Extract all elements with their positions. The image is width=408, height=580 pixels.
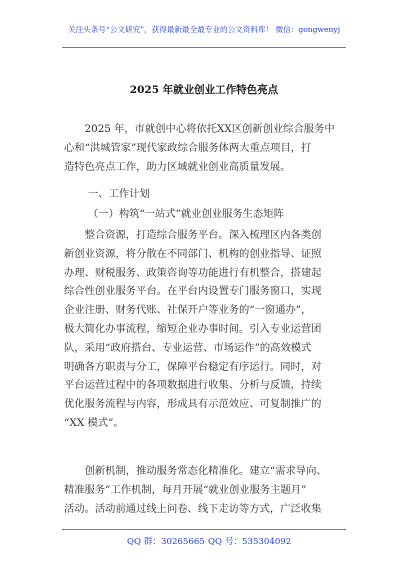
body-line: 优化服务流程与内容，形成具有示范效应、可复制推广的 <box>64 398 322 411</box>
intro-paragraph <box>64 120 346 176</box>
section-heading: 一、工作计划 <box>88 188 150 200</box>
body-line: 综合性创业服务平台。在平台内设置专门服务窗口，实现 <box>64 285 322 298</box>
body-paragraph <box>64 226 346 433</box>
body-line: 创新机制，推动服务常态化精准化。建立“需求导向、 <box>84 465 327 477</box>
body-line: “XX 模式”。 <box>64 416 124 429</box>
header-note: 关注头条号“公文研究”，获得最新最全最专业的公文资料库！ 微信：gongwenyj <box>67 25 341 34</box>
body-paragraph-2 <box>64 462 346 518</box>
body-line: 极大简化办事流程，缩短企业办事时间。引入专业运营团 <box>64 322 322 335</box>
body-line: 明确各方职责与分工，保障平台稳定有序运行。同时，对 <box>64 360 322 373</box>
subsection-heading: （一）构筑“一站式”就业创业服务生态矩阵 <box>88 208 284 220</box>
footer-qq-number: QQ 号：535304092 <box>208 537 292 547</box>
intro-line: 2025 年，市就创中心将依托XX区创新创业综合服务中 <box>84 123 335 135</box>
footer-qq-group: QQ 群：30265665 <box>127 537 205 547</box>
footer-divider <box>62 529 346 530</box>
page-title: 2025 年就业创业工作特色亮点 <box>129 84 279 96</box>
body-line: 新创业资源，将分散在不同部门、机构的创业指导、证照 <box>64 247 322 260</box>
body-line: 办理、财税服务、政策咨询等功能进行有机整合，搭建起 <box>64 266 322 279</box>
body-line: 平台运营过程中的各项数据进行收集、分析与反馈，持续 <box>64 379 322 392</box>
header-divider <box>62 47 346 48</box>
intro-line: 造特色亮点工作，助力区域就业创业高质量发展。 <box>64 160 291 173</box>
body-line: 精准服务”工作机制，每月开展“就业创业服务主题月” <box>64 483 307 496</box>
body-line: 队，采用“政府搭台、专业运营、市场运作”的高效模式 <box>64 341 312 354</box>
intro-line: 心和“洪城管家”现代家政综合服务体两大重点项目，打 <box>64 141 312 154</box>
body-line: 企业注册、财务代账、社保开户等业务的“一窗通办”， <box>64 304 312 317</box>
body-line: 整合资源，打造综合服务平台。深入梳理区内各类创 <box>84 229 322 241</box>
body-line: 活动。活动前通过线上问卷、线下走访等方式，广泛收集 <box>64 502 322 515</box>
